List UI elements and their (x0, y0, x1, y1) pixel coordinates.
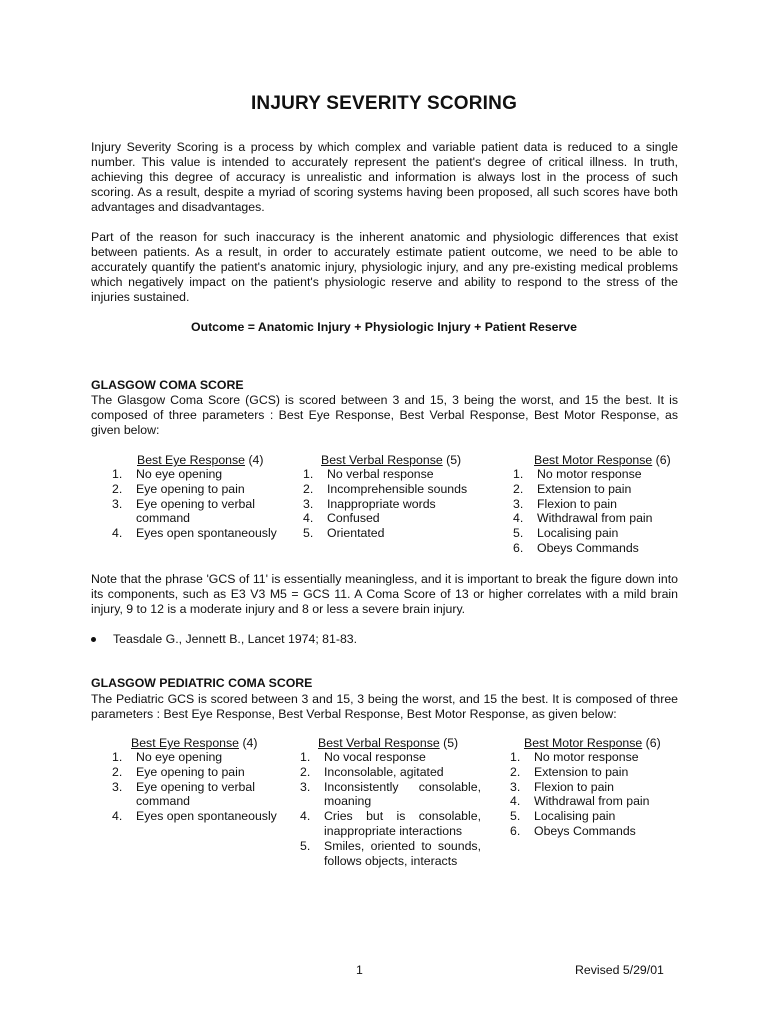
gcs-description: The Glasgow Coma Score (GCS) is scored between 3 and 15, 3 being the worst, and 15 the best. It is composed of three parameters : Best Eye Response, Best Verbal Response, Best Motor Response, as given below: (91, 393, 678, 437)
list-item: 4. Eyes open spontaneously (112, 526, 277, 541)
intro-paragraph-2: Part of the reason for such inaccuracy is the inherent anatomic and physiologic differences that exist between patients. As a result, in order to accurately estimate patient outcome, we need to be able to accurately quantify the patient's anatomic injury, physiologic injury, and any pre-existing medical problems which negatively impact on the patient's physiologic reserve and ability to respond to the stress of the injuries sustained. (91, 230, 678, 304)
list-item: 1. No eye opening (112, 750, 223, 764)
gcs-verbal-list (303, 467, 493, 541)
bullet-icon (91, 637, 96, 642)
page-title: INJURY SEVERITY SCORING (250, 93, 518, 114)
gcs-reference (91, 632, 491, 648)
revised-date: Revised 5/29/01 (575, 963, 664, 977)
gcs-motor-count: (6) (655, 453, 671, 467)
gcs-motor-list (513, 467, 683, 556)
gcs-verbal-label: Best Verbal Response (321, 453, 443, 467)
list-item: 2. Eye opening to pain (112, 764, 245, 779)
gcs-motor-header (534, 453, 671, 468)
list-item: 5. Localising pain (510, 809, 616, 824)
list-item: 4. Confused (303, 511, 380, 526)
ped-motor-count: (6) (645, 736, 661, 750)
ped-eye-label: Best Eye Response (131, 736, 240, 750)
list-item: 3. Flexion to pain (513, 496, 617, 511)
list-item: 3. Eye opening to verbal command (112, 779, 255, 809)
gcs-verbal-header (321, 453, 461, 468)
list-item: 4. Withdrawal from pain (510, 794, 650, 809)
gcs-eye-header (137, 453, 263, 468)
ped-verbal-list (300, 750, 481, 868)
list-item: 5. Smiles, oriented to sounds, follows objects, interacts (300, 838, 481, 868)
list-item: 5. Localising pain (513, 526, 619, 541)
ped-verbal-header (318, 736, 458, 751)
page-number: 1 (356, 963, 363, 977)
list-item: 1. No motor response (513, 467, 642, 481)
list-item: 2. Incomprehensible sounds (303, 481, 468, 496)
ped-eye-header (131, 736, 257, 751)
list-item: 6. Obeys Commands (510, 823, 636, 838)
list-item: 3. Inappropriate words (303, 496, 436, 511)
ped-motor-label: Best Motor Response (524, 736, 643, 750)
list-item: 1. No verbal response (303, 467, 434, 481)
ped-verbal-count: (5) (443, 736, 459, 750)
list-item: 1. No motor response (510, 750, 639, 764)
list-item: 4. Cries but is consolable, inappropriate interactions (300, 809, 481, 838)
pediatric-description: The Pediatric GCS is scored between 3 and 15, 3 being the worst, and 15 the best. It is composed of three parameters : Best Eye Response, Best Verbal Response, Best Motor Response, as given below: (91, 692, 678, 721)
list-item: 3. Inconsistently consolable, moaning (300, 779, 481, 809)
ped-verbal-label: Best Verbal Response (318, 736, 440, 750)
list-item: 2. Inconsolable, agitated (300, 764, 444, 779)
gcs-heading: GLASGOW COMA SCORE (91, 378, 244, 392)
gcs-note: Note that the phrase 'GCS of 11' is essentially meaningless, and it is important to break the figure down into its components, such as E3 V3 M5 = GCS 11. A Coma Score of 13 or higher correlates with a mild brain injury, 9 to 12 is a moderate injury and 8 or less a severe brain injury. (91, 572, 678, 616)
gcs-eye-list (112, 467, 292, 541)
list-item: 5. Orientated (303, 526, 385, 541)
list-item: 2. Eye opening to pain (112, 481, 245, 496)
ped-motor-list (510, 750, 680, 839)
gcs-eye-count: (4) (248, 453, 264, 467)
pediatric-heading: GLASGOW PEDIATRIC COMA SCORE (91, 676, 313, 690)
gcs-eye-label: Best Eye Response (137, 453, 246, 467)
list-item: 2. Extension to pain (513, 481, 632, 496)
intro-paragraph-1: Injury Severity Scoring is a process by which complex and variable patient data is reduced to a single number. This value is intended to accurately represent the patient's degree of critical illness. In truth, achieving this degree of accuracy is unrealistic and information is always lost in the process of such scoring. As a result, despite a myriad of scoring systems having been proposed, all such scores have both advantages and disadvantages. (91, 140, 678, 214)
gcs-motor-label: Best Motor Response (534, 453, 653, 467)
ped-eye-list (112, 750, 292, 824)
ped-motor-header (524, 736, 661, 751)
gcs-verbal-count: (5) (446, 453, 462, 467)
reference-text: Teasdale G., Jennett B., Lancet 1974; 81-83. (113, 632, 358, 646)
list-item: 6. Obeys Commands (513, 540, 639, 555)
list-item: 4. Eyes open spontaneously (112, 809, 277, 824)
list-item: 4. Withdrawal from pain (513, 511, 653, 526)
list-item: 3. Flexion to pain (510, 779, 614, 794)
list-item: 1. No vocal response (300, 750, 426, 764)
ped-eye-count: (4) (242, 736, 258, 750)
list-item: 1. No eye opening (112, 467, 223, 481)
list-item: 3. Eye opening to verbal command (112, 496, 255, 526)
outcome-formula: Outcome = Anatomic Injury + Physiologic Injury + Patient Reserve (191, 320, 577, 334)
list-item: 2. Extension to pain (510, 764, 629, 779)
